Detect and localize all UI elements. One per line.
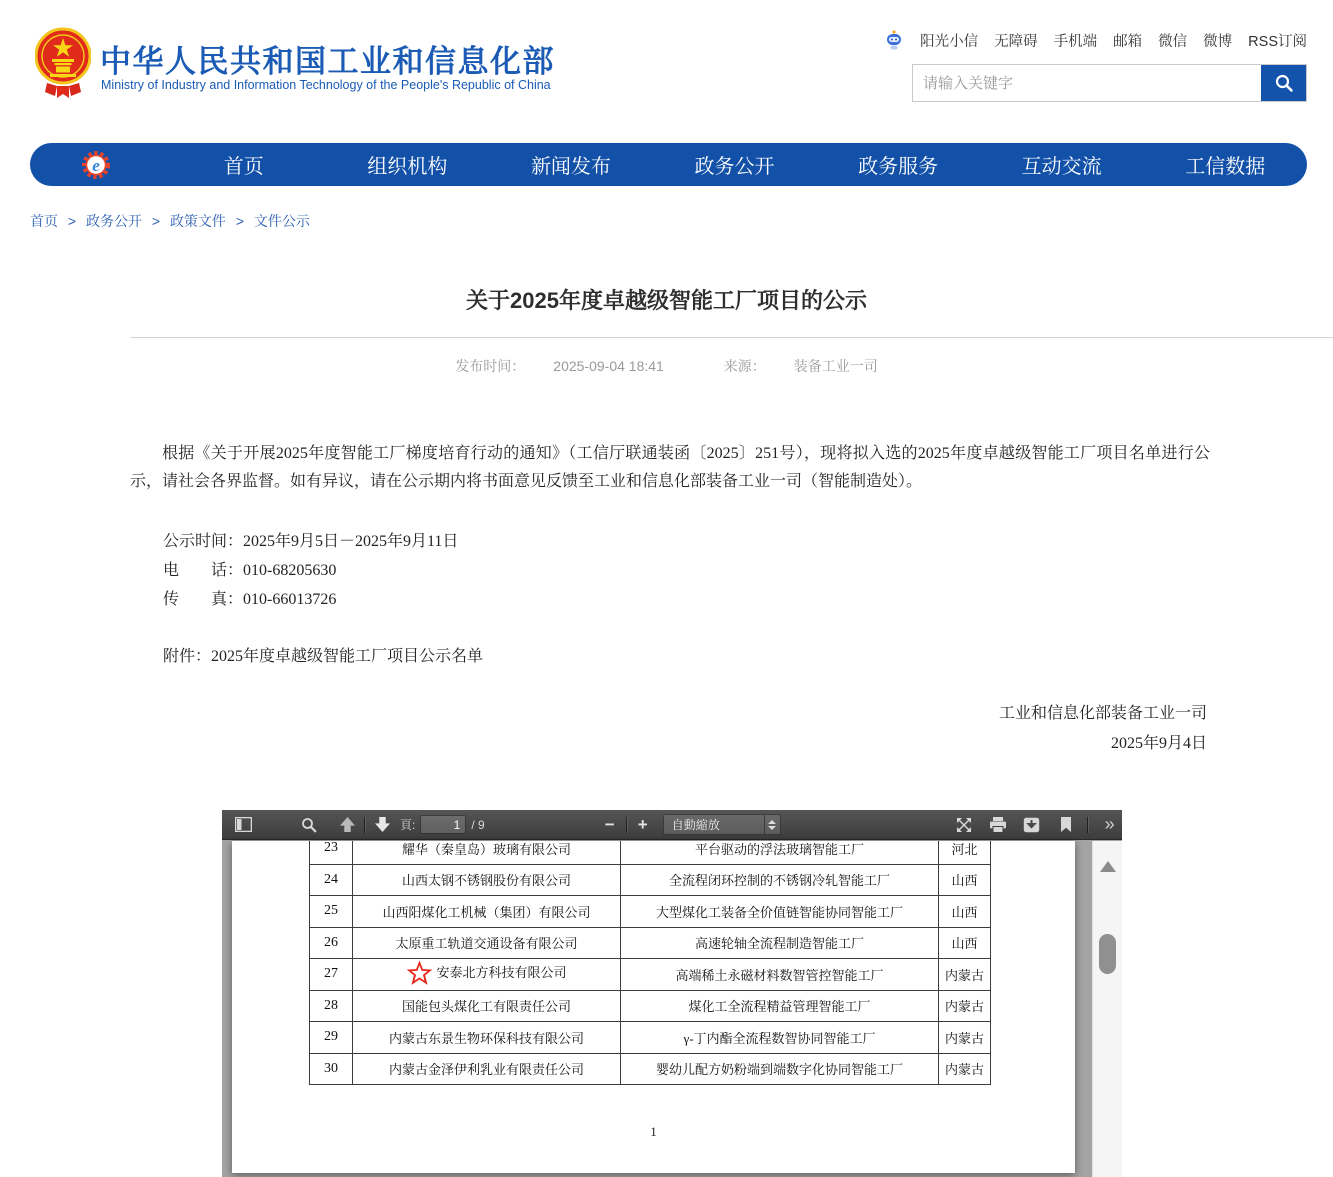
breadcrumb-doc-notice[interactable]: 文件公示	[253, 213, 310, 229]
article-source: 来源： 装备工业一司	[723, 358, 878, 374]
pdf-page-number: 1	[650, 1124, 657, 1139]
breadcrumb	[30, 211, 310, 231]
sidebar-toggle-icon	[235, 817, 252, 832]
table-row: 23 耀华（秦皇岛）玻璃有限公司 平台驱动的浮法玻璃智能工厂 河北	[310, 841, 991, 864]
signature-org: 工业和信息化部装备工业一司	[998, 705, 1207, 722]
page-label: 頁:	[400, 818, 416, 832]
table-row-highlighted: 27 安泰北方科技有限公司 高端稀土永磁材料数智管控智能工厂 内蒙古	[310, 959, 991, 991]
toolbar-separator	[364, 817, 365, 833]
nav-item-interaction[interactable]: 互动交流	[1021, 156, 1102, 178]
zoom-scale-value: 自動縮放	[671, 818, 720, 832]
pdf-content-area	[222, 841, 1122, 1177]
nav-item-gov-affairs[interactable]: 政务公开	[694, 156, 775, 178]
breadcrumb-gov-affairs[interactable]: 政务公开	[85, 213, 142, 229]
attachment-line	[163, 643, 483, 666]
presentation-mode-button[interactable]	[951, 813, 977, 837]
download-button[interactable]	[1019, 813, 1045, 837]
nav-item-gov-services[interactable]: 政务服务	[858, 156, 939, 178]
nav-item-organization[interactable]: 组织机构	[367, 156, 448, 178]
toolbar-separator	[1087, 817, 1088, 833]
fax-line: 传 真：010-66013726	[163, 591, 337, 608]
svg-text:e: e	[92, 155, 100, 175]
attachment-link[interactable]: 2025年度卓越级智能工厂项目公示名单	[211, 648, 484, 665]
nav-item-news[interactable]: 新闻发布	[530, 156, 611, 178]
nav-item-home[interactable]: 首页	[223, 156, 264, 178]
publish-time: 发布时间： 2025-09-04 18:41	[455, 358, 664, 374]
red-star-marker-icon	[406, 960, 433, 986]
page-down-icon	[375, 817, 390, 832]
print-button[interactable]	[985, 813, 1011, 837]
page-down-button[interactable]	[369, 813, 395, 837]
download-icon	[1023, 817, 1040, 833]
zoom-out-button[interactable]: −	[604, 814, 615, 834]
site-header	[0, 0, 1333, 133]
table-row: 30 内蒙古金泽伊利乳业有限责任公司 婴幼儿配方奶粉端到端数字化协同智能工厂 内蒙古	[310, 1053, 991, 1085]
main-nav	[30, 143, 1307, 186]
toolbar-separator	[626, 817, 627, 833]
zoom-in-button[interactable]: +	[637, 814, 648, 834]
nav-logo	[30, 150, 162, 180]
notice-period-line: 公示时间：2025年9月5日－2025年9月11日	[163, 533, 459, 550]
quick-link-weibo[interactable]: 微博	[1203, 33, 1233, 50]
pdf-search-icon	[301, 817, 317, 833]
pdf-search-button[interactable]	[296, 813, 322, 837]
scrollbar-thumb[interactable]	[1099, 934, 1116, 974]
quick-links	[884, 29, 1307, 51]
print-icon	[989, 817, 1007, 833]
table-row: 25 山西阳煤化工机械（集团）有限公司 大型煤化工装备全价值链智能协同智能工厂 山西	[310, 896, 991, 928]
page-total: / 9	[471, 817, 485, 832]
article-meta	[0, 356, 1333, 376]
search-input[interactable]	[913, 65, 1261, 101]
attachment-label: 附件：	[163, 648, 212, 665]
page-up-icon	[340, 817, 355, 832]
nav-item-data[interactable]: 工信数据	[1185, 156, 1266, 178]
pdf-toolbar	[222, 810, 1122, 840]
phone-line: 电 话：010-68205630	[163, 562, 337, 579]
site-title[interactable]: 中华人民共和国工业和信息化部	[100, 44, 555, 79]
toolbar-more-button[interactable]: »	[1104, 814, 1113, 834]
breadcrumb-separator: >	[67, 213, 77, 229]
title-divider	[130, 337, 1333, 338]
factory-list-table	[309, 841, 991, 1085]
quick-link-mobile[interactable]: 手机端	[1053, 33, 1098, 50]
quick-link-mail[interactable]: 邮箱	[1113, 33, 1143, 50]
sidebar-toggle-button[interactable]	[230, 813, 256, 837]
breadcrumb-home[interactable]: 首页	[30, 213, 58, 229]
table-row: 28 国能包头煤化工有限责任公司 煤化工全流程精益管理智能工厂 内蒙古	[310, 990, 991, 1022]
breadcrumb-separator: >	[235, 213, 245, 229]
zoom-scale-select[interactable]	[663, 814, 781, 835]
quick-link-wechat[interactable]: 微信	[1158, 33, 1188, 50]
site-subtitle: Ministry of Industry and Information Technology of the People's Republic of China	[101, 78, 551, 92]
miit-gear-e-icon	[81, 150, 111, 180]
bookmark-icon	[1060, 817, 1072, 832]
table-row: 24 山西太钢不锈钢股份有限公司 全流程闭环控制的不锈钢冷轧智能工厂 山西	[310, 864, 991, 896]
search-bar	[912, 64, 1307, 102]
quick-link-accessibility[interactable]: 无障碍	[994, 33, 1038, 50]
pdf-viewer	[222, 810, 1122, 1177]
robot-assistant-icon	[884, 29, 904, 51]
breadcrumb-policy-docs[interactable]: 政策文件	[169, 213, 226, 229]
article-title: 关于2025年度卓越级智能工厂项目的公示	[466, 288, 867, 313]
national-emblem-logo	[35, 26, 91, 104]
table-row: 26 太原重工轨道交通设备有限公司 高速轮轴全流程制造智能工厂 山西	[310, 927, 991, 959]
fullscreen-icon	[956, 817, 972, 833]
page-number-input[interactable]	[420, 815, 466, 834]
search-icon	[1274, 73, 1294, 93]
signature-date: 2025年9月4日	[1110, 735, 1207, 752]
pdf-scrollbar[interactable]	[1092, 841, 1122, 1177]
breadcrumb-separator: >	[151, 213, 161, 229]
table-row: 29 内蒙古东景生物环保科技有限公司 γ-丁内酯全流程数智协同智能工厂 内蒙古	[310, 1022, 991, 1054]
select-arrows-icon	[764, 815, 780, 834]
scrollbar-up-arrow[interactable]	[1100, 861, 1116, 872]
page-up-button[interactable]	[334, 813, 360, 837]
pdf-page	[232, 841, 1075, 1173]
bookmark-button[interactable]	[1053, 813, 1079, 837]
quick-link-rss[interactable]: RSS订阅	[1248, 33, 1307, 50]
search-button[interactable]	[1261, 65, 1306, 101]
article-paragraph: 根据《关于开展2025年度智能工厂梯度培育行动的通知》（工信厅联通装函〔2025〕251号），现将拟入选的2025年度卓越级智能工厂项目名单进行公示，请社会各界监督。如有异议，请在公示期内将书面意见反馈至工业和信息化部装备工业一司（智能制造处）。	[130, 445, 1210, 490]
quick-link-sunshine[interactable]: 阳光小信	[920, 33, 979, 50]
